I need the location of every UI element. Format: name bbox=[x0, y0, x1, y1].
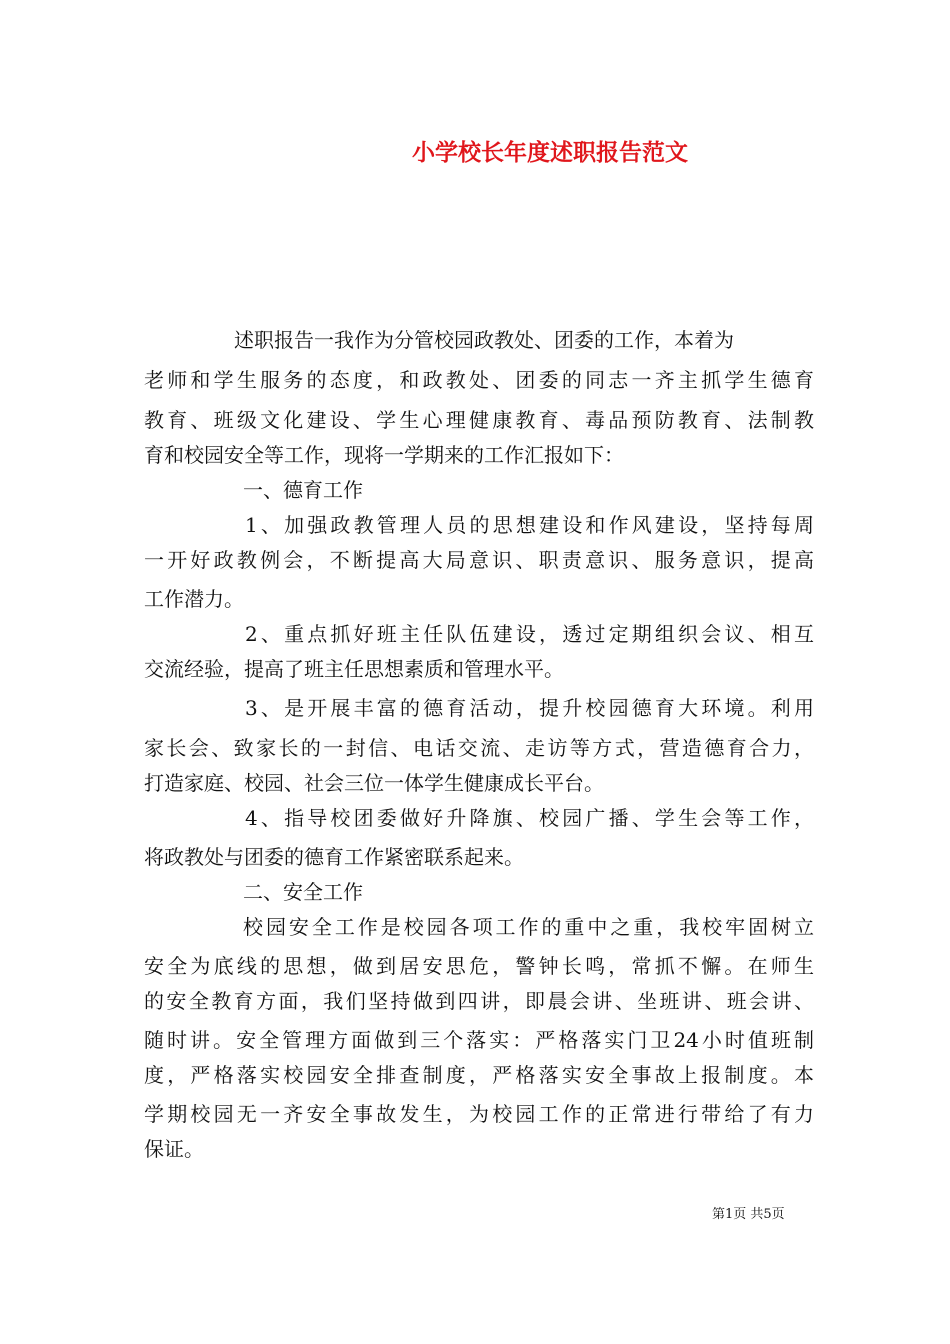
paragraph-line: 1、加强政教管理人员的思想建设和作风建设，坚持每周 bbox=[245, 513, 814, 537]
paragraph-line: 打造家庭、校园、社会三位一体学生健康成长平台。 bbox=[144, 771, 604, 795]
paragraph-line: 家长会、致家长的一封信、电话交流、走访等方式，营造德育合力， bbox=[144, 736, 814, 760]
paragraph-line: 度，严格落实校园安全排查制度，严格落实安全事故上报制度。本 bbox=[144, 1063, 814, 1087]
paragraph-line: 学期校园无一齐安全事故发生，为校园工作的正常进行带给了有力 bbox=[144, 1102, 814, 1126]
paragraph-line: 述职报告一我作为分管校园政教处、团委的工作，本着为 bbox=[234, 328, 734, 352]
paragraph-line: 3、是开展丰富的德育活动，提升校园德育大环境。利用 bbox=[245, 696, 814, 720]
paragraph-line: 工作潜力。 bbox=[144, 587, 244, 611]
paragraph-line: 随时讲。安全管理方面做到三个落实：严格落实门卫24小时值班制 bbox=[144, 1028, 814, 1052]
paragraph-line: 老师和学生服务的态度，和政教处、团委的同志一齐主抓学生德育 bbox=[144, 368, 814, 392]
page-number: 第1页 共5页 bbox=[712, 1207, 785, 1222]
paragraph-line: 校园安全工作是校园各项工作的重中之重，我校牢固树立 bbox=[243, 915, 814, 939]
paragraph-line: 育和校园安全等工作，现将一学期来的工作汇报如下： bbox=[144, 443, 624, 467]
paragraph-line: 教育、班级文化建设、学生心理健康教育、毒品预防教育、法制教 bbox=[144, 408, 814, 432]
document-title: 小学校长年度述职报告范文 bbox=[412, 139, 688, 166]
paragraph-line: 保证。 bbox=[144, 1137, 204, 1161]
paragraph-line: 4、指导校团委做好升降旗、校园广播、学生会等工作， bbox=[245, 806, 814, 830]
paragraph-line: 将政教处与团委的德育工作紧密联系起来。 bbox=[144, 845, 524, 869]
paragraph-line: 交流经验，提高了班主任思想素质和管理水平。 bbox=[144, 657, 564, 681]
section-heading: 一、德育工作 bbox=[243, 478, 363, 502]
paragraph-line: 一开好政教例会，不断提高大局意识、职责意识、服务意识，提高 bbox=[144, 548, 814, 572]
paragraph-line: 安全为底线的思想，做到居安思危，警钟长鸣，常抓不懈。在师生 bbox=[144, 954, 814, 978]
paragraph-line: 的安全教育方面，我们坚持做到四讲，即晨会讲、坐班讲、班会讲、 bbox=[144, 989, 814, 1013]
section-heading: 二、安全工作 bbox=[243, 880, 363, 904]
paragraph-line: 2、重点抓好班主任队伍建设，透过定期组织会议、相互 bbox=[245, 622, 814, 646]
